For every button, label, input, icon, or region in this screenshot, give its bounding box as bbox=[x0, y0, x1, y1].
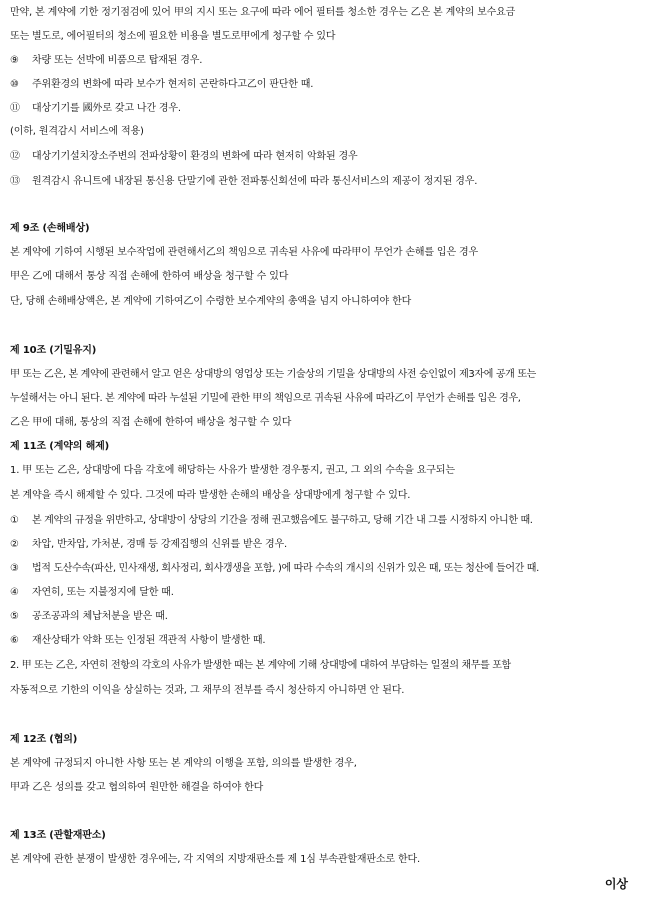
article-11-para2-line: 자동적으로 기한의 이익을 상실하는 것과, 그 채무의 전부를 즉시 청산하지 아니하면 안 된다. bbox=[10, 685, 405, 696]
list-item bbox=[10, 538, 642, 552]
article-10-title: 제 10조 (기밀유지) bbox=[10, 345, 97, 356]
list-item bbox=[10, 175, 642, 189]
item-marker: ⑥ bbox=[10, 635, 19, 646]
article-10-line: 乙은 甲에 대해, 통상의 직접 손해에 한하여 배상을 청구할 수 있다 bbox=[10, 417, 292, 428]
intro-line-1: 만약, 본 계약에 기한 정기점검에 있어 甲의 지시 또는 요구에 따라 에어 필터를 청소한 경우는 乙은 본 계약의 보수요금 bbox=[10, 7, 516, 18]
intro-line-2: 또는 별도로, 에어필터의 청소에 필요한 비용을 별도로甲에게 청구할 수 있다 bbox=[10, 31, 336, 42]
article-12-line: 甲과 乙은 성의를 갖고 협의하여 원만한 해결을 하여야 한다 bbox=[10, 782, 264, 793]
item-text: 공조공과의 체납처분을 받은 때. bbox=[32, 611, 168, 622]
item-text: 본 계약의 규정을 위반하고, 상대방이 상당의 기간을 정해 권고했음에도 불구하고, 당해 기간 내 그를 시정하지 아니한 때. bbox=[32, 515, 533, 526]
article-9-line: 甲은 乙에 대해서 통상 직접 손해에 한하여 배상을 청구할 수 있다 bbox=[10, 271, 289, 282]
list-item bbox=[10, 514, 642, 528]
article-9-line: 본 계약에 기하여 시행된 보수작업에 관련해서乙의 책임으로 귀속된 사유에 따라甲이 무언가 손해를 입은 경우 bbox=[10, 247, 479, 258]
item-text: 자연히, 또는 지불정지에 달한 때. bbox=[32, 587, 174, 598]
item-marker: ⑬ bbox=[10, 176, 20, 187]
closing-mark: 이상 bbox=[604, 877, 628, 891]
article-10-line: 甲 또는 乙은, 본 계약에 관련해서 알고 얻은 상대방의 영업상 또는 기술상의 기밀을 상대방의 사전 승인없이 제3자에 공개 또는 bbox=[10, 369, 536, 380]
item-marker: ⑨ bbox=[10, 55, 19, 66]
article-10-line: 누설해서는 아니 된다. 본 계약에 따라 누설된 기밀에 관한 甲의 책임으로 귀속된 사유에 따라乙이 무언가 손해를 입은 경우, bbox=[10, 393, 521, 404]
list-item bbox=[10, 634, 642, 648]
remote-note: (이하, 원격감시 서비스에 적용) bbox=[10, 126, 144, 137]
article-9-line: 단, 당해 손해배상액은, 본 계약에 기하여乙이 수령한 보수계약의 총액을 넘지 아니하여야 한다 bbox=[10, 296, 412, 307]
article-11-para1-line: 1. 甲 또는 乙은, 상대방에 다음 각호에 해당하는 사유가 발생한 경우통지, 권고, 그 외의 수속을 요구되는 bbox=[10, 465, 455, 476]
article-12-line: 본 계약에 규정되지 아니한 사항 또는 본 계약의 이행을 포함, 의의를 발생한 경우, bbox=[10, 758, 357, 769]
list-item bbox=[10, 54, 642, 68]
item-marker: ⑫ bbox=[10, 151, 20, 162]
item-text: 대상기기설치장소주변의 전파상황이 환경의 변화에 따라 현저히 악화된 경우 bbox=[32, 151, 358, 162]
list-item bbox=[10, 586, 642, 600]
article-11-para2-line: 2. 甲 또는 乙은, 자연히 전항의 각호의 사유가 발생한 때는 본 계약에 기해 상대방에 대하여 부담하는 일절의 채무를 포함 bbox=[10, 660, 511, 671]
item-text: 대상기기를 國外로 갖고 나간 경우. bbox=[32, 103, 181, 114]
list-item bbox=[10, 610, 642, 624]
article-13-title: 제 13조 (관할재판소) bbox=[10, 830, 106, 841]
list-item bbox=[10, 102, 642, 116]
item-text: 차량 또는 선박에 비품으로 탑재된 경우. bbox=[32, 55, 203, 66]
item-marker: ③ bbox=[10, 563, 19, 574]
item-marker: ⑩ bbox=[10, 79, 19, 90]
article-12-title: 제 12조 (협의) bbox=[10, 734, 78, 745]
item-marker: ⑤ bbox=[10, 611, 19, 622]
list-item bbox=[10, 78, 642, 92]
article-11-para1-line: 본 계약을 즉시 해제할 수 있다. 그것에 따라 발생한 손해의 배상을 상대방에게 청구할 수 있다. bbox=[10, 490, 411, 501]
item-text: 재산상태가 악화 또는 인정된 객관적 사항이 발생한 때. bbox=[32, 635, 266, 646]
item-marker: ④ bbox=[10, 587, 19, 598]
article-13-line: 본 계약에 관한 분쟁이 발생한 경우에는, 각 지역의 지방재판소를 제 1심 부속관할재판소로 한다. bbox=[10, 854, 420, 865]
list-item bbox=[10, 562, 642, 576]
item-text: 차압, 반차압, 가처분, 경매 등 강제집행의 신위를 받은 경우. bbox=[32, 539, 288, 550]
article-11-title: 제 11조 (계약의 해제) bbox=[10, 441, 110, 452]
list-item bbox=[10, 150, 642, 164]
article-9-title: 제 9조 (손해배상) bbox=[10, 223, 90, 234]
item-marker: ② bbox=[10, 539, 19, 550]
item-marker: ① bbox=[10, 515, 19, 526]
item-text: 원격감시 유니트에 내장된 통신용 단말기에 관한 전파통신회선에 따라 통신서비스의 제공이 정지된 경우. bbox=[32, 176, 478, 187]
item-text: 법적 도산수속(파산, 민사재생, 회사정리, 회사갱생을 포함, )에 따라 수속의 개시의 신위가 있은 때, 또는 청산에 들어간 때. bbox=[32, 563, 539, 574]
item-text: 주위환경의 변화에 따라 보수가 현저히 곤란하다고乙이 판단한 때. bbox=[32, 79, 314, 90]
item-marker: ⑪ bbox=[10, 103, 20, 114]
